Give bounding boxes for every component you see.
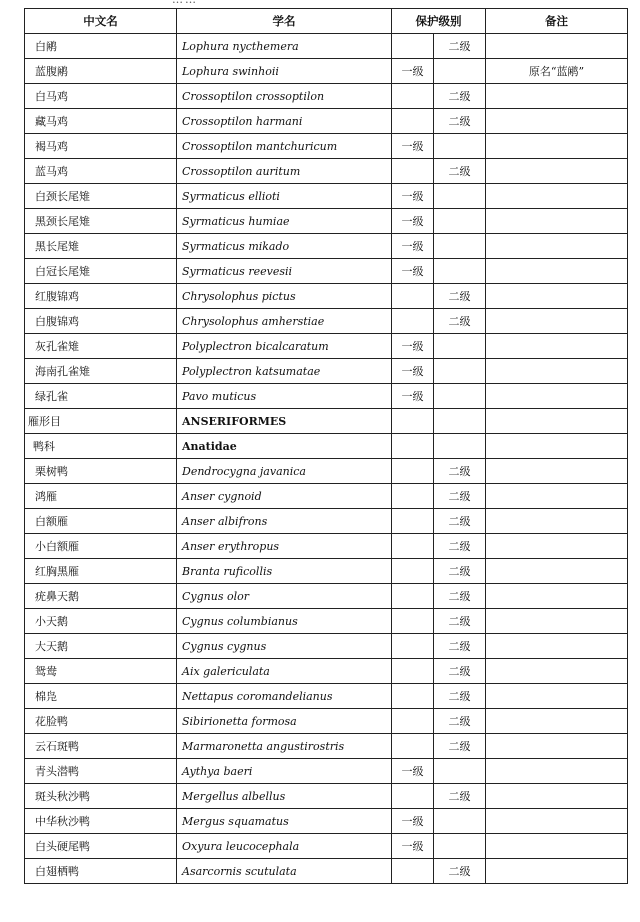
- level-one-cell: [392, 709, 434, 734]
- level-two-cell: [434, 209, 486, 234]
- level-two-cell: [434, 59, 486, 84]
- remarks-cell: [486, 784, 628, 809]
- remarks-cell: [486, 459, 628, 484]
- table-row: [25, 559, 628, 584]
- table-row: [25, 359, 628, 384]
- level-one-cell: [392, 634, 434, 659]
- scientific-name-cell: Syrmaticus mikado: [177, 234, 392, 259]
- level-two-cell: 二级: [434, 34, 486, 59]
- scientific-name-cell: Crossoptilon mantchuricum: [177, 134, 392, 159]
- chinese-name-cell: 白腹锦鸡: [25, 309, 177, 334]
- remarks-cell: 原名“蓝鹇”: [486, 59, 628, 84]
- column-header-protection-level: 保护级别: [392, 9, 486, 34]
- level-one-cell: [392, 84, 434, 109]
- scientific-name-cell: Pavo muticus: [177, 384, 392, 409]
- remarks-cell: [486, 509, 628, 534]
- table-row: [25, 209, 628, 234]
- table-row: [25, 459, 628, 484]
- remarks-cell: [486, 559, 628, 584]
- table-row: [25, 484, 628, 509]
- remarks-cell: [486, 259, 628, 284]
- level-two-cell: 二级: [434, 309, 486, 334]
- chinese-name-cell: 小天鹅: [25, 609, 177, 634]
- level-two-cell: 二级: [434, 734, 486, 759]
- scientific-name-cell: Mergellus albellus: [177, 784, 392, 809]
- scientific-name-cell: Syrmaticus humiae: [177, 209, 392, 234]
- level-one-cell: 一级: [392, 834, 434, 859]
- scientific-name-cell: Crossoptilon harmani: [177, 109, 392, 134]
- table-row: [25, 159, 628, 184]
- level-one-cell: [392, 859, 434, 884]
- level-one-cell: [392, 659, 434, 684]
- table-row: [25, 584, 628, 609]
- level-two-cell: 二级: [434, 659, 486, 684]
- chinese-name-cell: 白马鸡: [25, 84, 177, 109]
- scientific-name-cell: Anatidae: [177, 434, 392, 459]
- level-one-cell: [392, 559, 434, 584]
- scientific-name-cell: Oxyura leucocephala: [177, 834, 392, 859]
- remarks-cell: [486, 434, 628, 459]
- level-two-cell: [434, 334, 486, 359]
- table-row: [25, 509, 628, 534]
- remarks-cell: [486, 84, 628, 109]
- level-two-cell: 二级: [434, 859, 486, 884]
- level-one-cell: [392, 309, 434, 334]
- level-two-cell: [434, 834, 486, 859]
- scientific-name-cell: Dendrocygna javanica: [177, 459, 392, 484]
- table-row: [25, 609, 628, 634]
- level-two-cell: 二级: [434, 84, 486, 109]
- level-one-cell: 一级: [392, 334, 434, 359]
- level-two-cell: 二级: [434, 284, 486, 309]
- table-row: [25, 834, 628, 859]
- level-two-cell: [434, 809, 486, 834]
- level-two-cell: 二级: [434, 709, 486, 734]
- remarks-cell: [486, 584, 628, 609]
- table-row: [25, 809, 628, 834]
- chinese-name-cell: 中华秋沙鸭: [25, 809, 177, 834]
- level-two-cell: 二级: [434, 784, 486, 809]
- remarks-cell: [486, 34, 628, 59]
- level-one-cell: 一级: [392, 209, 434, 234]
- table-row: [25, 534, 628, 559]
- table-row: [25, 284, 628, 309]
- chinese-name-cell: 海南孔雀雉: [25, 359, 177, 384]
- level-one-cell: [392, 109, 434, 134]
- level-one-cell: 一级: [392, 59, 434, 84]
- chinese-name-cell: 棉凫: [25, 684, 177, 709]
- scientific-name-cell: Cygnus olor: [177, 584, 392, 609]
- chinese-name-cell: 栗树鸭: [25, 459, 177, 484]
- level-one-cell: 一级: [392, 259, 434, 284]
- table-row: [25, 709, 628, 734]
- remarks-cell: [486, 234, 628, 259]
- level-two-cell: 二级: [434, 509, 486, 534]
- level-one-cell: 一级: [392, 809, 434, 834]
- header-row: [25, 9, 628, 34]
- chinese-name-cell: 鸳鸯: [25, 659, 177, 684]
- chinese-name-cell: 蓝马鸡: [25, 159, 177, 184]
- table-row: [25, 784, 628, 809]
- level-two-cell: [434, 184, 486, 209]
- chinese-name-cell: 白颈长尾雉: [25, 184, 177, 209]
- column-header-remarks: 备注: [486, 9, 628, 34]
- level-two-cell: 二级: [434, 634, 486, 659]
- scientific-name-cell: Polyplectron katsumatae: [177, 359, 392, 384]
- column-header-scientific-name: 学名: [177, 9, 392, 34]
- level-two-cell: [434, 259, 486, 284]
- scientific-name-cell: Cygnus columbianus: [177, 609, 392, 634]
- remarks-cell: [486, 834, 628, 859]
- remarks-cell: [486, 609, 628, 634]
- table-row: [25, 259, 628, 284]
- level-one-cell: [392, 509, 434, 534]
- table-header: [25, 9, 628, 34]
- remarks-cell: [486, 534, 628, 559]
- scientific-name-cell: Crossoptilon crossoptilon: [177, 84, 392, 109]
- remarks-cell: [486, 709, 628, 734]
- level-one-cell: [392, 534, 434, 559]
- remarks-cell: [486, 809, 628, 834]
- table-row: [25, 684, 628, 709]
- level-one-cell: [392, 459, 434, 484]
- table-row: [25, 734, 628, 759]
- remarks-cell: [486, 384, 628, 409]
- remarks-cell: [486, 634, 628, 659]
- level-one-cell: [392, 434, 434, 459]
- chinese-name-cell: 白额雁: [25, 509, 177, 534]
- remarks-cell: [486, 184, 628, 209]
- table-row: [25, 384, 628, 409]
- scientific-name-cell: Sibirionetta formosa: [177, 709, 392, 734]
- family-row: [25, 434, 628, 459]
- chinese-name-cell: 白头硬尾鸭: [25, 834, 177, 859]
- scientific-name-cell: Chrysolophus amherstiae: [177, 309, 392, 334]
- cropped-header-text: [172, 0, 198, 6]
- table-row: [25, 309, 628, 334]
- chinese-name-cell: 云石斑鸭: [25, 734, 177, 759]
- remarks-cell: [486, 359, 628, 384]
- table-row: [25, 859, 628, 884]
- level-one-cell: [392, 584, 434, 609]
- chinese-name-cell: 红腹锦鸡: [25, 284, 177, 309]
- remarks-cell: [486, 284, 628, 309]
- scientific-name-cell: Anser albifrons: [177, 509, 392, 534]
- remarks-cell: [486, 734, 628, 759]
- table-row: [25, 234, 628, 259]
- remarks-cell: [486, 409, 628, 434]
- level-two-cell: 二级: [434, 584, 486, 609]
- table-row: [25, 659, 628, 684]
- level-two-cell: 二级: [434, 484, 486, 509]
- level-one-cell: [392, 784, 434, 809]
- level-one-cell: 一级: [392, 384, 434, 409]
- chinese-name-cell: 鸿雁: [25, 484, 177, 509]
- level-two-cell: 二级: [434, 684, 486, 709]
- table-row: [25, 759, 628, 784]
- level-one-cell: [392, 734, 434, 759]
- scientific-name-cell: Mergus squamatus: [177, 809, 392, 834]
- scientific-name-cell: ANSERIFORMES: [177, 409, 392, 434]
- scientific-name-cell: Syrmaticus reevesii: [177, 259, 392, 284]
- remarks-cell: [486, 109, 628, 134]
- table-row: [25, 634, 628, 659]
- level-two-cell: 二级: [434, 159, 486, 184]
- level-two-cell: [434, 234, 486, 259]
- scientific-name-cell: Crossoptilon auritum: [177, 159, 392, 184]
- level-two-cell: 二级: [434, 534, 486, 559]
- order-row: [25, 409, 628, 434]
- scientific-name-cell: Chrysolophus pictus: [177, 284, 392, 309]
- chinese-name-cell: 白翅栖鸭: [25, 859, 177, 884]
- remarks-cell: [486, 759, 628, 784]
- chinese-name-cell: 花脸鸭: [25, 709, 177, 734]
- table-row: [25, 84, 628, 109]
- column-header-chinese-name: 中文名: [25, 9, 177, 34]
- chinese-name-cell: 白冠长尾雉: [25, 259, 177, 284]
- scientific-name-cell: Lophura nycthemera: [177, 34, 392, 59]
- level-one-cell: 一级: [392, 134, 434, 159]
- scientific-name-cell: Aix galericulata: [177, 659, 392, 684]
- remarks-cell: [486, 659, 628, 684]
- scientific-name-cell: Polyplectron bicalcaratum: [177, 334, 392, 359]
- protected-species-table: [24, 8, 628, 884]
- table-body: [25, 34, 628, 884]
- chinese-name-cell: 疣鼻天鹅: [25, 584, 177, 609]
- table-row: [25, 59, 628, 84]
- level-two-cell: [434, 359, 486, 384]
- remarks-cell: [486, 684, 628, 709]
- remarks-cell: [486, 209, 628, 234]
- level-one-cell: 一级: [392, 234, 434, 259]
- chinese-name-cell: 灰孔雀雉: [25, 334, 177, 359]
- table-row: [25, 334, 628, 359]
- scientific-name-cell: Lophura swinhoii: [177, 59, 392, 84]
- chinese-name-cell: 鸭科: [25, 434, 177, 459]
- scientific-name-cell: Anser cygnoid: [177, 484, 392, 509]
- chinese-name-cell: 白鹇: [25, 34, 177, 59]
- level-one-cell: [392, 609, 434, 634]
- chinese-name-cell: 雁形目: [25, 409, 177, 434]
- remarks-cell: [486, 134, 628, 159]
- level-two-cell: 二级: [434, 559, 486, 584]
- chinese-name-cell: 绿孔雀: [25, 384, 177, 409]
- chinese-name-cell: 青头潜鸭: [25, 759, 177, 784]
- level-one-cell: [392, 34, 434, 59]
- level-two-cell: [434, 134, 486, 159]
- remarks-cell: [486, 309, 628, 334]
- table-row: [25, 109, 628, 134]
- remarks-cell: [486, 334, 628, 359]
- scientific-name-cell: Asarcornis scutulata: [177, 859, 392, 884]
- chinese-name-cell: 斑头秋沙鸭: [25, 784, 177, 809]
- scientific-name-cell: Branta ruficollis: [177, 559, 392, 584]
- scientific-name-cell: Nettapus coromandelianus: [177, 684, 392, 709]
- table-row: [25, 184, 628, 209]
- cropped-page-header: [0, 0, 640, 8]
- level-one-cell: [392, 484, 434, 509]
- scientific-name-cell: Cygnus cygnus: [177, 634, 392, 659]
- level-two-cell: [434, 434, 486, 459]
- level-two-cell: [434, 384, 486, 409]
- chinese-name-cell: 藏马鸡: [25, 109, 177, 134]
- remarks-cell: [486, 159, 628, 184]
- remarks-cell: [486, 859, 628, 884]
- level-one-cell: 一级: [392, 759, 434, 784]
- table-row: [25, 34, 628, 59]
- scientific-name-cell: Aythya baeri: [177, 759, 392, 784]
- scientific-name-cell: Syrmaticus ellioti: [177, 184, 392, 209]
- chinese-name-cell: 小白额雁: [25, 534, 177, 559]
- level-one-cell: [392, 684, 434, 709]
- level-two-cell: [434, 409, 486, 434]
- chinese-name-cell: 褐马鸡: [25, 134, 177, 159]
- chinese-name-cell: 红胸黑雁: [25, 559, 177, 584]
- scientific-name-cell: Marmaronetta angustirostris: [177, 734, 392, 759]
- chinese-name-cell: 黑长尾雉: [25, 234, 177, 259]
- level-one-cell: [392, 284, 434, 309]
- chinese-name-cell: 黑颈长尾雉: [25, 209, 177, 234]
- chinese-name-cell: 蓝腹鹇: [25, 59, 177, 84]
- scientific-name-cell: Anser erythropus: [177, 534, 392, 559]
- level-one-cell: [392, 159, 434, 184]
- chinese-name-cell: 大天鹅: [25, 634, 177, 659]
- level-two-cell: 二级: [434, 109, 486, 134]
- level-two-cell: [434, 759, 486, 784]
- level-two-cell: 二级: [434, 459, 486, 484]
- remarks-cell: [486, 484, 628, 509]
- level-one-cell: [392, 409, 434, 434]
- table-row: [25, 134, 628, 159]
- level-one-cell: 一级: [392, 359, 434, 384]
- level-one-cell: 一级: [392, 184, 434, 209]
- level-two-cell: 二级: [434, 609, 486, 634]
